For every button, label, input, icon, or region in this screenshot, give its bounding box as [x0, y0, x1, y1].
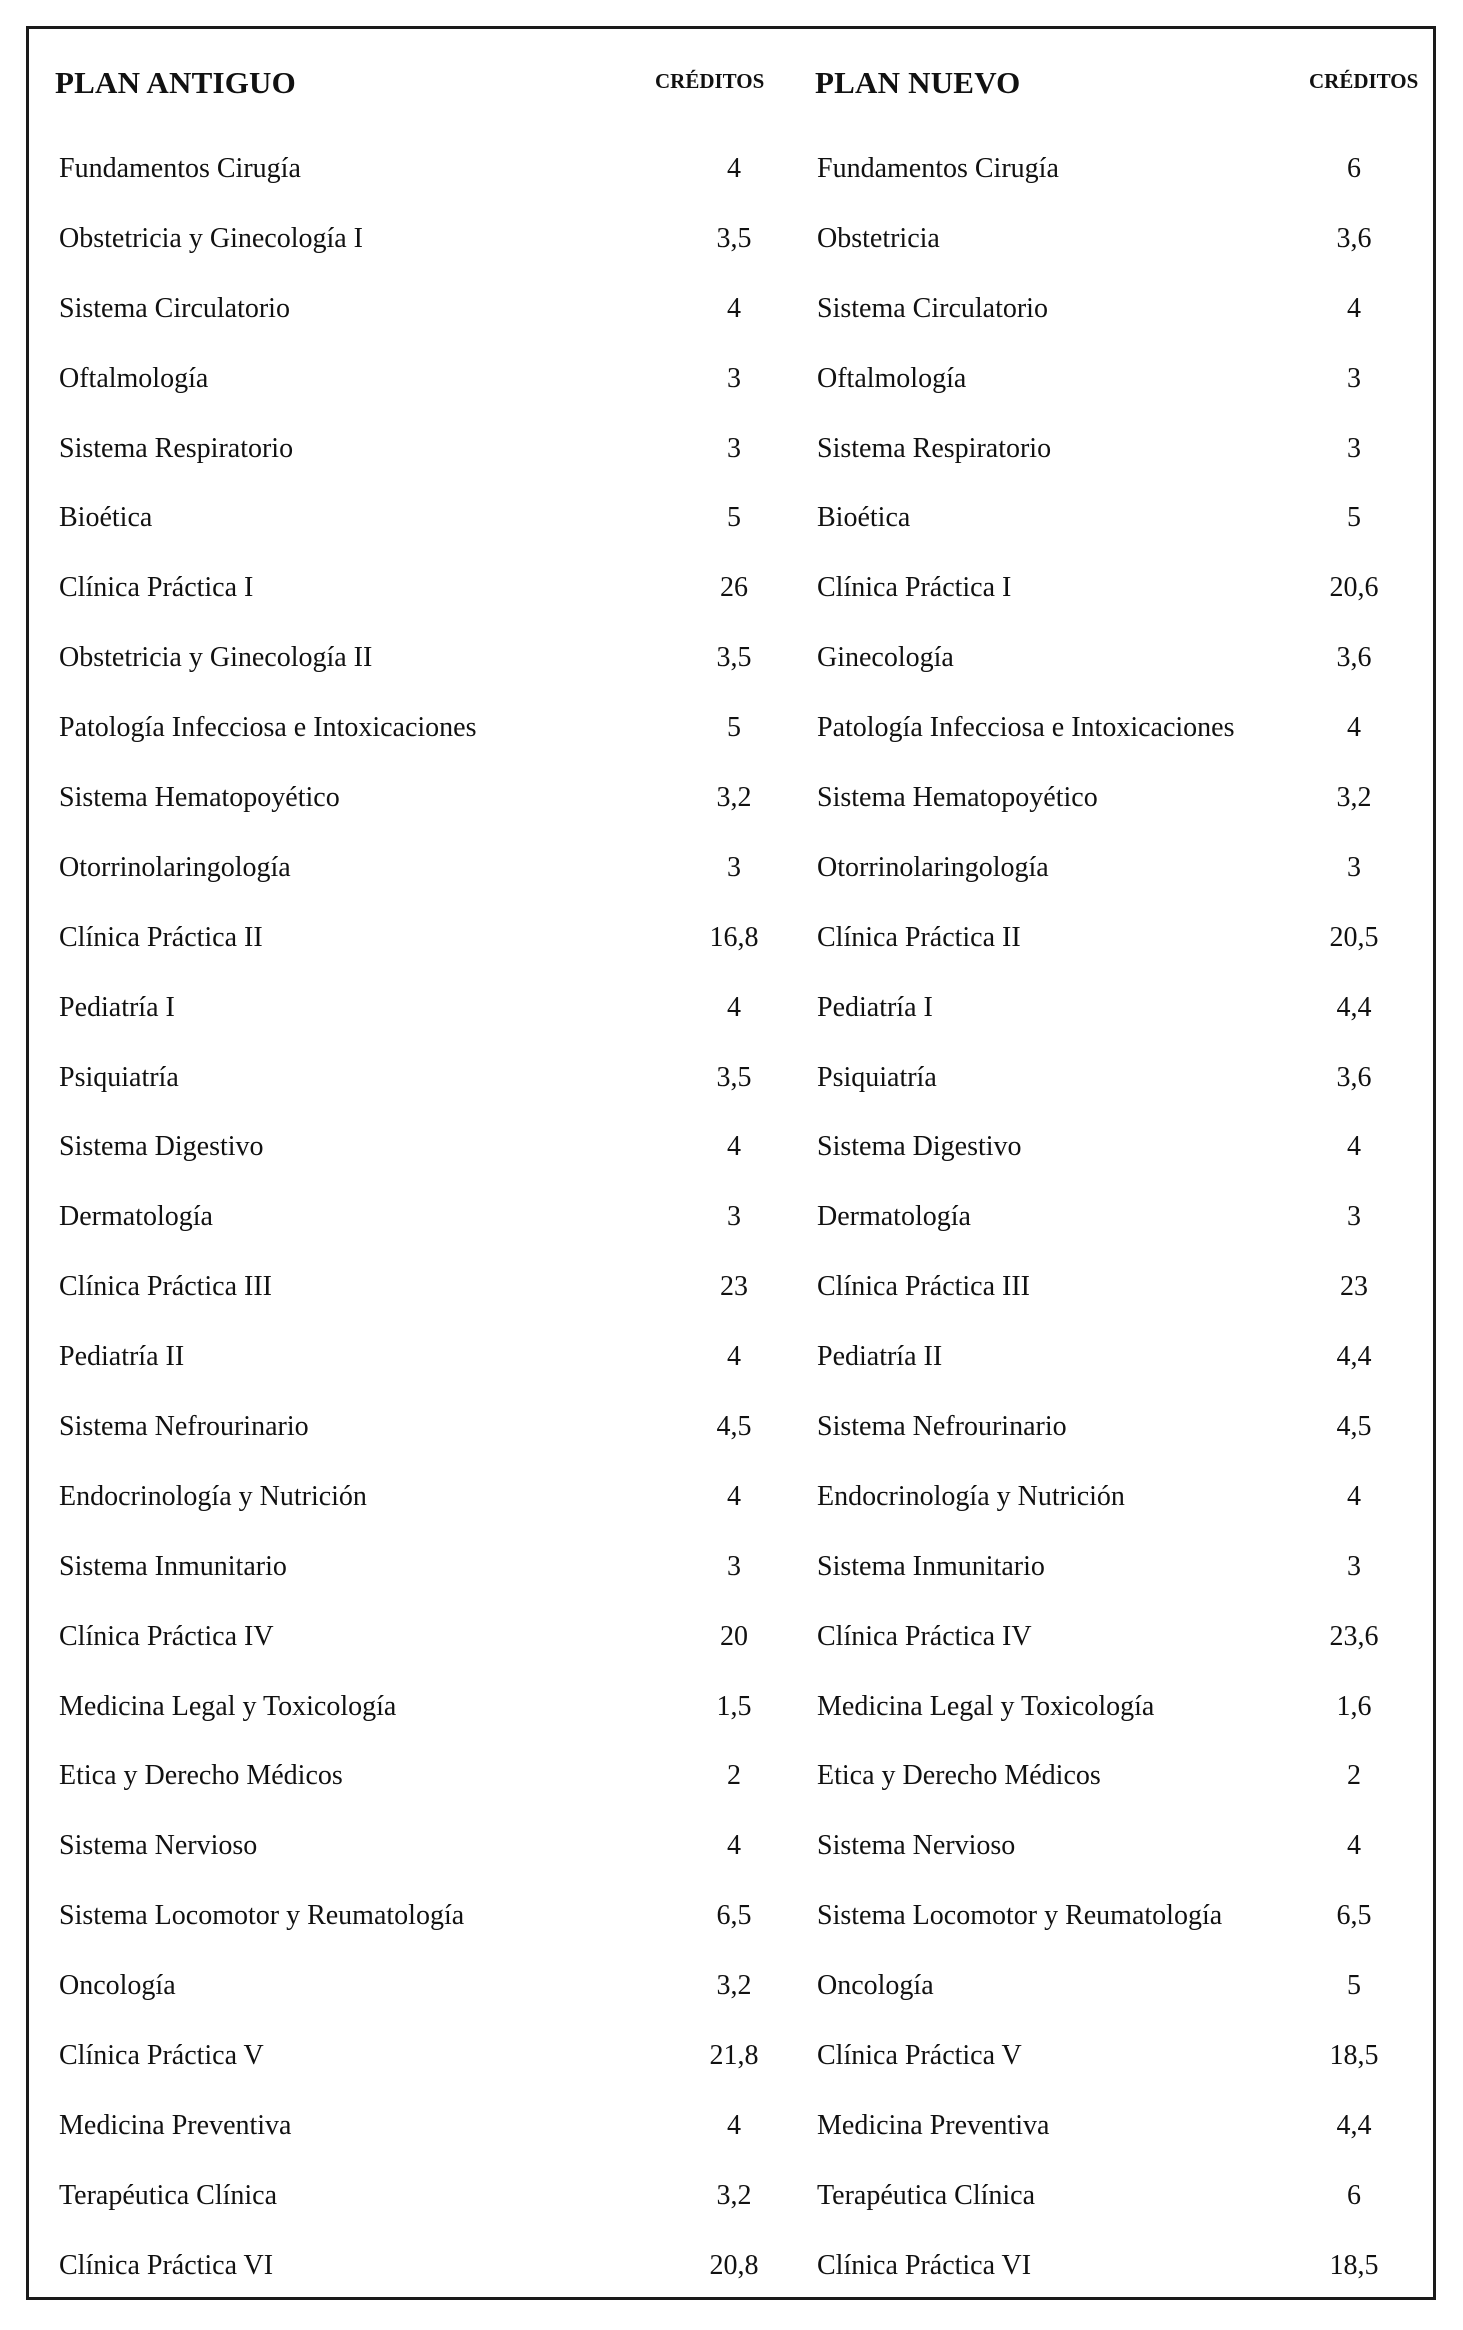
table-row	[789, 223, 1439, 293]
table-row	[789, 642, 1439, 712]
table-row	[29, 1760, 789, 1830]
subject-name: Patología Infecciosa e Intoxicaciones	[59, 712, 477, 744]
credits-value: 18,5	[1329, 2040, 1379, 2072]
table-row	[29, 223, 789, 293]
table-row	[789, 153, 1439, 223]
document-table	[26, 26, 1436, 2300]
table-row	[29, 572, 789, 642]
credits-value: 1,5	[716, 1690, 752, 1722]
table-row	[29, 1481, 789, 1551]
table-row	[789, 2180, 1439, 2250]
plan-nuevo-title: PLAN NUEVO	[815, 65, 1021, 100]
subject-name: Otorrinolaringología	[59, 851, 291, 883]
credits-value: 5	[1347, 502, 1361, 534]
subject-name: Obstetricia y Ginecología I	[59, 222, 364, 254]
subject-name: Sistema Digestivo	[817, 1131, 1022, 1163]
subject-name: Pediatría II	[817, 1341, 943, 1373]
subject-name: Patología Infecciosa e Intoxicaciones	[817, 712, 1235, 744]
subject-name: Clínica Práctica I	[59, 572, 254, 604]
subject-name: Sistema Locomotor y Reumatología	[817, 1900, 1223, 1932]
credits-value: 3,6	[1336, 1061, 1372, 1093]
subject-name: Dermatología	[817, 1201, 971, 1233]
credits-value: 3,2	[1336, 782, 1372, 814]
credits-value: 2	[727, 1760, 741, 1792]
table-row	[789, 502, 1439, 572]
credits-value: 4	[1347, 292, 1361, 324]
credits-value: 3	[727, 1201, 741, 1233]
credits-value: 3	[727, 362, 741, 394]
subject-name: Clínica Práctica VI	[59, 2249, 274, 2281]
table-row	[789, 1970, 1439, 2040]
table-row	[789, 782, 1439, 852]
credits-value: 6	[1347, 153, 1361, 184]
credits-value: 4,5	[716, 1411, 752, 1443]
subject-name: Bioética	[59, 502, 153, 534]
subject-name: Pediatría I	[59, 991, 175, 1023]
subject-name: Fundamentos Cirugía	[817, 153, 1059, 184]
subject-name: Clínica Práctica II	[817, 921, 1021, 953]
subject-name: Oncología	[817, 1970, 934, 2002]
subject-name: Terapéutica Clínica	[817, 2179, 1036, 2211]
credits-value: 23	[720, 1271, 748, 1303]
table-row	[789, 1551, 1439, 1621]
table-row	[789, 2250, 1439, 2320]
table-row	[29, 1411, 789, 1481]
table-row	[29, 433, 789, 503]
credits-value: 3	[1347, 851, 1361, 883]
credits-value: 4	[727, 991, 741, 1023]
subject-name: Sistema Digestivo	[59, 1131, 264, 1163]
subject-name: Medicina Legal y Toxicología	[59, 1690, 397, 1722]
credits-value: 4,4	[1336, 1341, 1372, 1373]
subject-name: Clínica Práctica III	[817, 1271, 1031, 1303]
credits-value: 4,5	[1336, 1411, 1372, 1443]
table-row	[789, 1411, 1439, 1481]
credits-value: 3	[1347, 362, 1361, 394]
credits-value: 3,5	[716, 222, 752, 254]
subject-name: Psiquiatría	[817, 1061, 937, 1093]
subject-name: Oftalmología	[59, 362, 209, 394]
credits-value: 4	[1347, 1131, 1361, 1163]
subject-name: Sistema Inmunitario	[817, 1550, 1045, 1582]
table-row	[789, 1830, 1439, 1900]
credits-value: 3,2	[716, 782, 752, 814]
table-row	[29, 1830, 789, 1900]
table-row	[29, 1900, 789, 1970]
subject-name: Etica y Derecho Médicos	[817, 1760, 1101, 1792]
credits-value: 4	[1347, 1830, 1361, 1862]
subject-name: Dermatología	[59, 1201, 213, 1233]
credits-value: 3	[727, 851, 741, 883]
plan-antiguo-title: PLAN ANTIGUO	[55, 65, 296, 100]
credits-value: 4	[727, 1830, 741, 1862]
table-row	[29, 1970, 789, 2040]
subject-name: Obstetricia y Ginecología II	[59, 642, 373, 674]
subject-name: Sistema Hematopoyético	[817, 782, 1098, 814]
table-row	[789, 1481, 1439, 1551]
credits-value: 20,6	[1329, 572, 1379, 604]
table-row	[29, 1062, 789, 1132]
table-row	[789, 1062, 1439, 1132]
subject-name: Clínica Práctica IV	[59, 1620, 274, 1652]
credits-value: 4	[727, 1131, 741, 1163]
credits-value: 3,6	[1336, 222, 1372, 254]
credits-value: 5	[727, 712, 741, 744]
credits-value: 4	[1347, 1480, 1361, 1512]
subject-name: Sistema Inmunitario	[59, 1550, 287, 1582]
credits-value: 1,6	[1336, 1690, 1372, 1722]
credits-value: 4	[1347, 712, 1361, 744]
credits-value: 4	[727, 1480, 741, 1512]
credits-value: 3,2	[716, 2179, 752, 2211]
credits-value: 18,5	[1329, 2249, 1379, 2281]
plan-nuevo-rows	[789, 153, 1439, 2320]
credits-value: 3	[1347, 432, 1361, 464]
credits-value: 4	[727, 1341, 741, 1373]
subject-name: Clínica Práctica IV	[817, 1620, 1032, 1652]
credits-value: 6	[1347, 2179, 1361, 2211]
table-row	[789, 1760, 1439, 1830]
table-row	[29, 992, 789, 1062]
credits-value: 26	[720, 572, 748, 604]
credits-value: 3,5	[716, 1061, 752, 1093]
table-row	[29, 1271, 789, 1341]
subject-name: Clínica Práctica VI	[817, 2249, 1032, 2281]
subject-name: Terapéutica Clínica	[59, 2179, 278, 2211]
table-row	[29, 2040, 789, 2110]
subject-name: Bioética	[817, 502, 911, 534]
credits-value: 21,8	[709, 2040, 759, 2072]
credits-value: 16,8	[709, 921, 759, 953]
subject-name: Oftalmología	[817, 362, 967, 394]
table-row	[29, 2110, 789, 2180]
credits-value: 3,5	[716, 642, 752, 674]
credits-value: 3	[727, 432, 741, 464]
table-row	[789, 572, 1439, 642]
credits-value: 20	[720, 1620, 748, 1652]
credits-value: 3,6	[1336, 642, 1372, 674]
plan-nuevo-credits-header: CRÉDITOS	[1309, 69, 1419, 93]
credits-value: 4	[727, 153, 741, 184]
table-row	[29, 712, 789, 782]
table-row	[789, 992, 1439, 1062]
plan-antiguo-credits-header: CRÉDITOS	[655, 69, 765, 93]
subject-name: Sistema Locomotor y Reumatología	[59, 1900, 465, 1932]
credits-value: 3	[1347, 1550, 1361, 1582]
plan-antiguo-rows	[29, 153, 789, 2320]
subject-name: Endocrinología y Nutrición	[817, 1480, 1125, 1512]
subject-name: Clínica Práctica III	[59, 1271, 273, 1303]
subject-name: Sistema Respiratorio	[59, 432, 294, 464]
subject-name: Sistema Respiratorio	[817, 432, 1052, 464]
subject-name: Sistema Nervioso	[59, 1830, 258, 1862]
credits-value: 20,5	[1329, 921, 1379, 953]
subject-name: Clínica Práctica V	[817, 2040, 1022, 2072]
credits-value: 5	[727, 502, 741, 534]
subject-name: Clínica Práctica I	[817, 572, 1012, 604]
subject-name: Fundamentos Cirugía	[59, 153, 301, 184]
table-row	[29, 922, 789, 992]
table-row	[789, 1900, 1439, 1970]
table-row	[29, 1131, 789, 1201]
table-row	[789, 293, 1439, 363]
subject-name: Endocrinología y Nutrición	[59, 1480, 367, 1512]
subject-name: Medicina Preventiva	[59, 2109, 292, 2141]
credits-value: 4	[727, 2109, 741, 2141]
credits-value: 3	[1347, 1201, 1361, 1233]
credits-value: 4,4	[1336, 991, 1372, 1023]
table-row	[29, 1341, 789, 1411]
table-row	[29, 1621, 789, 1691]
credits-value: 4,4	[1336, 2109, 1372, 2141]
subject-name: Sistema Nervioso	[817, 1830, 1016, 1862]
credits-value: 5	[1347, 1970, 1361, 2002]
subject-name: Ginecología	[817, 642, 954, 674]
table-row	[789, 1271, 1439, 1341]
subject-name: Sistema Circulatorio	[817, 292, 1048, 324]
table-row	[789, 1691, 1439, 1761]
table-row	[29, 1691, 789, 1761]
credits-value: 3,2	[716, 1970, 752, 2002]
subject-name: Obstetricia	[817, 222, 940, 254]
credits-value: 6,5	[716, 1900, 752, 1932]
subject-name: Clínica Práctica V	[59, 2040, 264, 2072]
table-row	[789, 2110, 1439, 2180]
credits-value: 23	[1340, 1271, 1368, 1303]
table-row	[789, 852, 1439, 922]
table-row	[29, 2180, 789, 2250]
table-row	[29, 642, 789, 712]
subject-name: Psiquiatría	[59, 1061, 179, 1093]
subject-name: Clínica Práctica II	[59, 921, 263, 953]
credits-value: 20,8	[709, 2249, 759, 2281]
table-row	[789, 1621, 1439, 1691]
subject-name: Pediatría I	[817, 991, 933, 1023]
credits-value: 6,5	[1336, 1900, 1372, 1932]
subject-name: Etica y Derecho Médicos	[59, 1760, 343, 1792]
subject-name: Pediatría II	[59, 1341, 185, 1373]
subject-name: Sistema Nefrourinario	[817, 1411, 1067, 1443]
subject-name: Medicina Preventiva	[817, 2109, 1050, 2141]
table-row	[29, 852, 789, 922]
table-row	[29, 1551, 789, 1621]
subject-name: Sistema Circulatorio	[59, 292, 290, 324]
table-row	[29, 153, 789, 223]
table-row	[29, 2250, 789, 2320]
subject-name: Sistema Hematopoyético	[59, 782, 340, 814]
credits-value: 23,6	[1329, 1620, 1379, 1652]
subject-name: Medicina Legal y Toxicología	[817, 1690, 1155, 1722]
table-row	[29, 363, 789, 433]
subject-name: Oncología	[59, 1970, 176, 2002]
table-row	[789, 363, 1439, 433]
table-row	[789, 1131, 1439, 1201]
table-row	[789, 433, 1439, 503]
table-row	[29, 502, 789, 572]
credits-value: 4	[727, 292, 741, 324]
table-row	[29, 1201, 789, 1271]
table-row	[789, 2040, 1439, 2110]
subject-name: Sistema Nefrourinario	[59, 1411, 309, 1443]
subject-name: Otorrinolaringología	[817, 851, 1049, 883]
table-row	[29, 293, 789, 363]
table-row	[789, 1201, 1439, 1271]
table-row	[789, 1341, 1439, 1411]
credits-value: 3	[727, 1550, 741, 1582]
table-row	[789, 712, 1439, 782]
credits-value: 2	[1347, 1760, 1361, 1792]
table-row	[789, 922, 1439, 992]
table-row	[29, 782, 789, 852]
